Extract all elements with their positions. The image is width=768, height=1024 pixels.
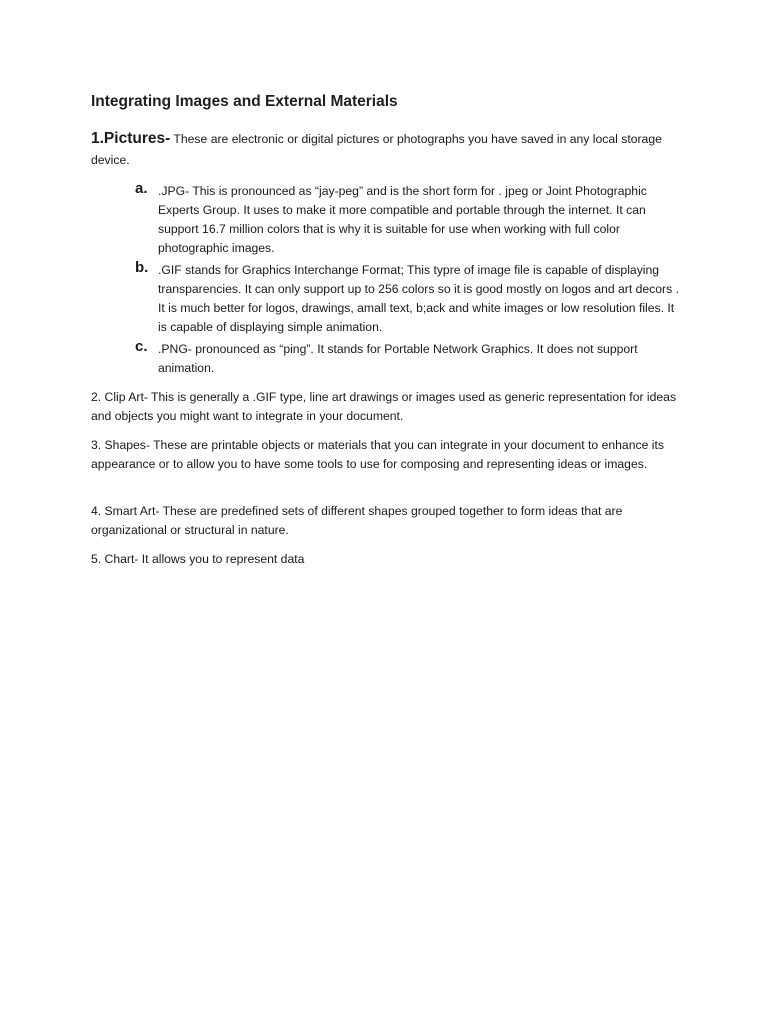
pictures-paragraph (91, 128, 691, 171)
pictures-description: These are electronic or digital pictures or photographs you have saved in any local storage device. (91, 132, 662, 167)
list-item-text: .GIF stands for Graphics Interchange Format; This typre of image file is capable of displaying transparencies. It can only support up to 256 colors so it is good mostly on logos and art decors . It is much better for logos, drawings, amall text, b;ack and white images or low resolution files. It is capable of displaying simple animation. (158, 263, 679, 334)
list-marker: c. (135, 338, 148, 355)
clip-art-paragraph: 2. Clip Art- This is generally a .GIF type, line art drawings or images used as generic representation for ideas and objects you might want to integrate in your document. (91, 390, 677, 423)
shapes-paragraph: 3. Shapes- These are printable objects or materials that you can integrate in your document to enhance its appearance or to allow you to have some tools to use for composing and representing ideas or images. (91, 438, 664, 471)
chart-paragraph: 5. Chart- It allows you to represent data (91, 552, 305, 566)
list-marker: a. (135, 180, 148, 197)
pictures-heading: 1.Pictures- (91, 130, 171, 147)
list-item-text: .PNG- pronounced as “ping”. It stands for Portable Network Graphics. It does not support animation. (158, 342, 638, 375)
smart-art-paragraph: 4. Smart Art- These are predefined sets of different shapes grouped together to form ideas that are organizational or structural in nature. (91, 504, 623, 537)
list-marker: b. (135, 259, 149, 276)
document-title: Integrating Images and External Materials (91, 93, 398, 110)
list-item-text: .JPG- This is pronounced as “jay-peg” and is the short form for . jpeg or Joint Photographic Experts Group. It uses to make it more compatible and portable through the internet. It can support 16.7 million colors that is why it is suitable for use when working with full color photographic images. (158, 184, 647, 255)
